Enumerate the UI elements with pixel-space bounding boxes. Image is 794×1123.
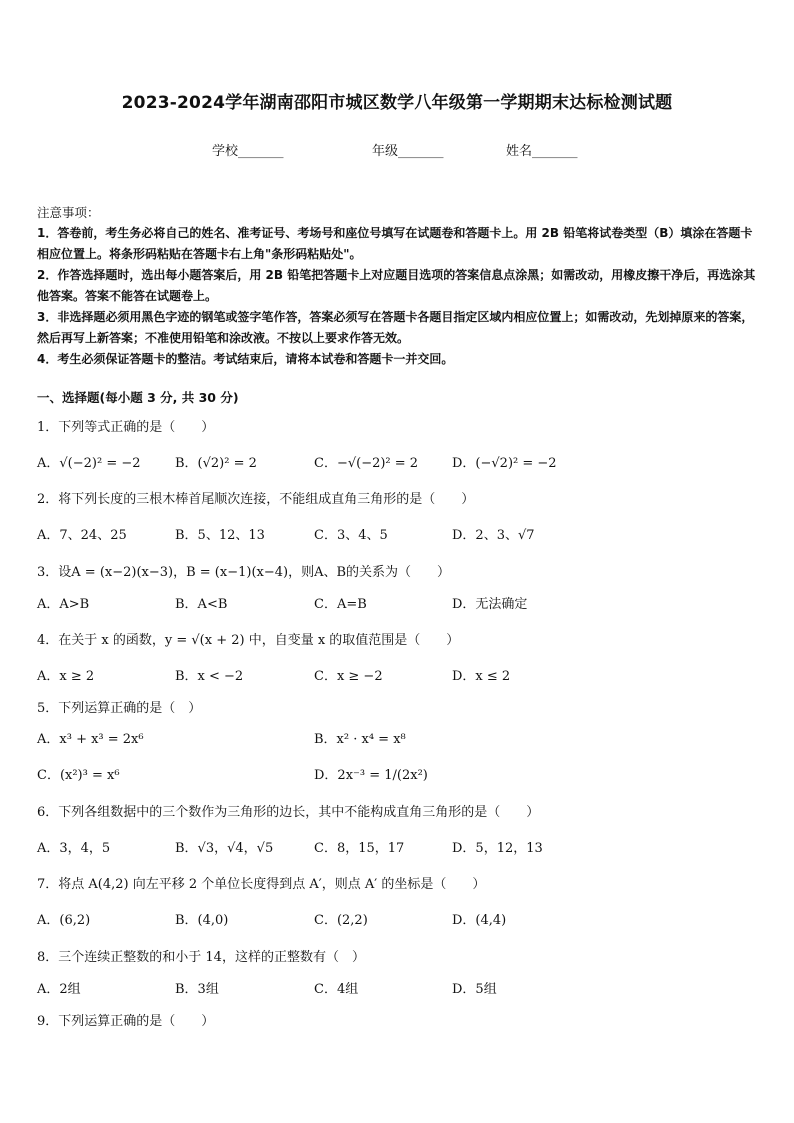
question-6-option-d: D．5，12，13 [452, 841, 543, 856]
question-3-option-d: D．无法确定 [452, 597, 528, 612]
question-5-option-c: C．(x²)³ = x⁶ [37, 768, 120, 783]
question-5-stem: 5．下列运算正确的是（ ） [37, 701, 202, 716]
question-5-option-a: A．x³ + x³ = 2x⁶ [37, 732, 144, 747]
question-2-option-d: D．2、3、√7 [452, 528, 535, 543]
question-7-option-c: C．(2,2) [314, 913, 368, 928]
question-7-option-a: A．(6,2) [37, 913, 91, 928]
question-2-option-c: C．3、4、5 [314, 528, 388, 543]
question-8-option-c: C．4组 [314, 982, 359, 997]
question-4-option-b: B．x < −2 [175, 669, 244, 684]
question-8-option-d: D．5组 [452, 982, 497, 997]
note-item-2: 2．作答选择题时，选出每小题答案后，用 2B 铅笔把答题卡上对应题目选项的答案信息点涂黑；如需改动，用橡皮擦干净后，再选涂其他答案。答案不能答在试题卷上。 [37, 268, 756, 303]
question-2-option-a: A．7、24、25 [37, 528, 127, 543]
question-1-option-d: D．(−√2)² = −2 [452, 456, 557, 471]
question-6-option-b: B．√3，√4，√5 [175, 841, 274, 856]
question-4-option-a: A．x ≥ 2 [37, 669, 95, 684]
note-item-4: 4．考生必须保证答题卡的整洁。考试结束后，请将本试卷和答题卡一并交回。 [37, 352, 454, 366]
note-item-3: 3．非选择题必须用黑色字迹的钢笔或签字笔作答，答案必须写在答题卡各题目指定区域内相应位置上；如需改动，先划掉原来的答案，然后再写上新答案；不准使用铅笔和涂改液。不按以上要求作答无效。 [37, 310, 754, 345]
question-2-stem: 2．将下列长度的三根木棒首尾顺次连接，不能组成直角三角形的是（ ） [37, 492, 475, 507]
question-3-option-c: C．A=B [314, 597, 367, 612]
notes-heading: 注意事项： [37, 205, 100, 220]
question-8-option-b: B．3组 [175, 982, 219, 997]
question-3-option-b: B．A<B [175, 597, 228, 612]
section-title: 一、选择题(每小题 3 分, 共 30 分) [37, 390, 239, 405]
question-1-stem: 1．下列等式正确的是（ ） [37, 420, 215, 435]
question-6-stem: 6．下列各组数据中的三个数作为三角形的边长，其中不能构成直角三角形的是（ ） [37, 805, 540, 820]
note-item-1: 1．答卷前，考生务必将自己的姓名、准考证号、考场号和座位号填写在试题卷和答题卡上。用 2B 铅笔将试卷类型（B）填涂在答题卡相应位置上。将条形码粘贴在答题卡右上角"条形码粘贴处"。 [37, 226, 753, 261]
question-7-option-d: D．(4,4) [452, 913, 507, 928]
question-4-option-c: C．x ≥ −2 [314, 669, 383, 684]
question-4-option-d: D．x ≤ 2 [452, 669, 511, 684]
question-3-option-a: A．A>B [37, 597, 90, 612]
question-6-option-a: A．3，4，5 [37, 841, 111, 856]
question-5-option-d: D．2x⁻³ = 1/(2x²) [314, 768, 428, 783]
question-9-stem: 9．下列运算正确的是（ ） [37, 1014, 215, 1029]
name-field: 姓名_______ [506, 144, 578, 159]
notes-block [37, 202, 759, 370]
question-5-option-b: B．x² · x⁴ = x⁸ [314, 732, 406, 747]
question-4-stem: 4．在关于 x 的函数，y = √(x + 2) 中，自变量 x 的取值范围是（ ） [37, 633, 460, 648]
question-8-stem: 8．三个连续正整数的和小于 14，这样的正整数有（ ） [37, 950, 365, 965]
question-3-stem: 3．设A = (x−2)(x−3)，B = (x−1)(x−4)，则A、B的关系为（ ） [37, 565, 451, 580]
question-7-stem: 7．将点 A(4,2) 向左平移 2 个单位长度得到点 A′，则点 A′ 的坐标是（ ） [37, 877, 486, 892]
question-7-option-b: B．(4,0) [175, 913, 229, 928]
grade-field: 年级_______ [372, 144, 444, 159]
question-8-option-a: A．2组 [37, 982, 81, 997]
question-2-option-b: B．5、12、13 [175, 528, 265, 543]
question-6-option-c: C．8，15，17 [314, 841, 405, 856]
question-1-option-a: A．√(−2)² = −2 [37, 456, 141, 471]
question-1-option-b: B．(√2)² = 2 [175, 456, 257, 471]
exam-title: 2023-2024学年湖南邵阳市城区数学八年级第一学期期末达标检测试题 [121, 93, 673, 113]
school-field: 学校_______ [212, 144, 284, 159]
question-1-option-c: C．−√(−2)² = 2 [314, 456, 419, 471]
